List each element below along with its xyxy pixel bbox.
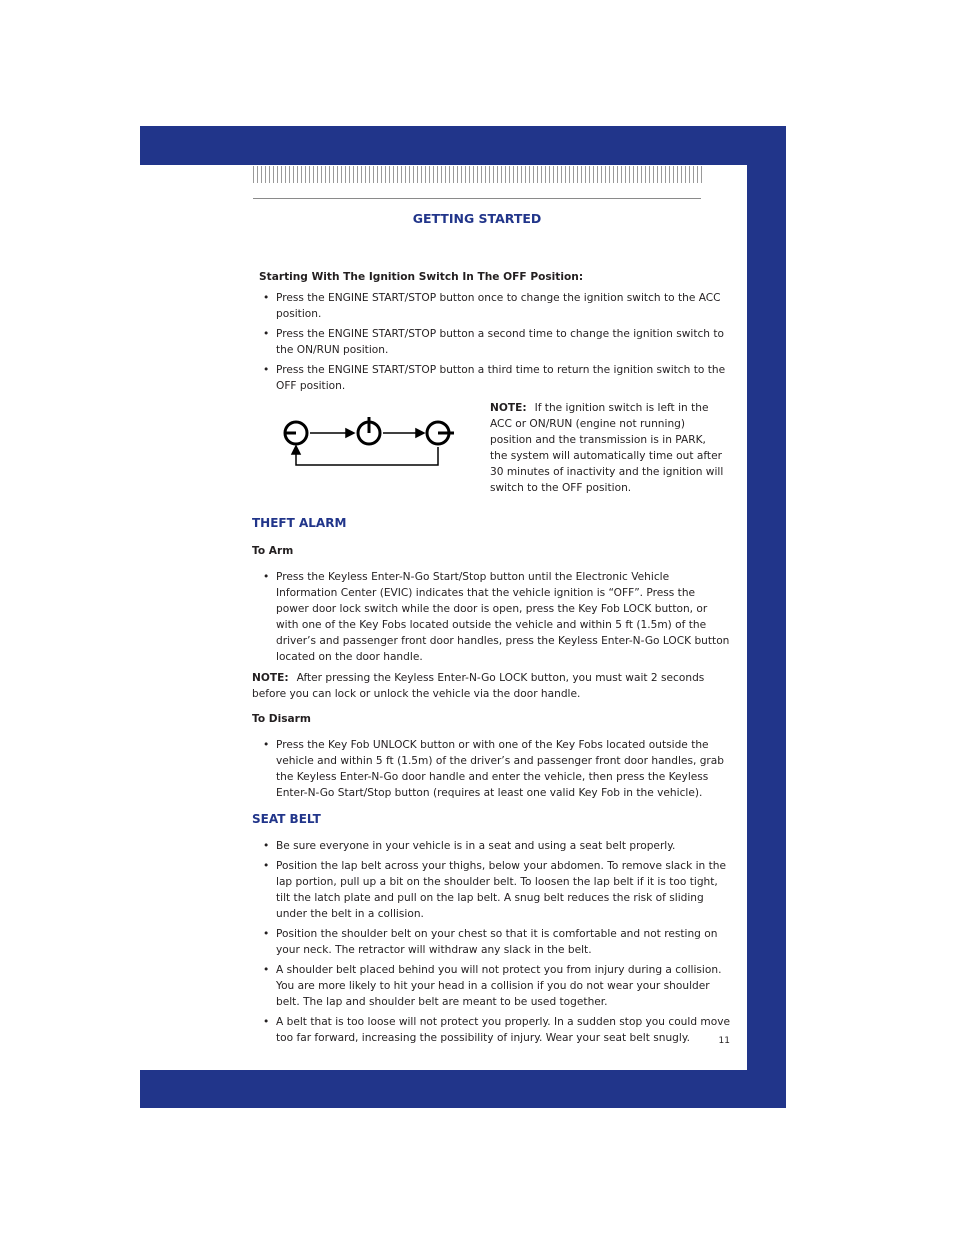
list-item: • Press the Keyless Enter-N-Go Start/Stop button until the Electronic Vehicle Information Center (EVIC) indicates that the vehicle ignition is “OFF”. Press the power door lock switch while the door is open, press the Key Fob LOCK button, or with one of the Key Fobs located outside the vehicle and within 5 ft (1.5m) of the driver’s and passenger front door handles, press the Keyless Enter-N-Go LOCK button located on the door handle. bbox=[252, 569, 730, 665]
header-tick-ruler bbox=[253, 166, 703, 183]
list-item: • Press the ENGINE START/STOP button a second time to change the ignition switch to the ON/RUN position. bbox=[252, 326, 730, 358]
list-item: • Be sure everyone in your vehicle is in a seat and using a seat belt properly. bbox=[252, 838, 730, 854]
note-label: NOTE: bbox=[252, 672, 289, 684]
list-item: • Position the lap belt across your thighs, below your abdomen. To remove slack in the lap portion, pull up a bit on the shoulder belt. To loosen the lap belt if it is too tight, tilt the latch plate and pull on the lap belt. A snug belt reduces the risk of sliding under the belt in a collision. bbox=[252, 858, 730, 922]
list-item: • Position the shoulder belt on your chest so that it is comfortable and not resting on your neck. The retractor will withdraw any slack in the belt. bbox=[252, 926, 730, 958]
arm-bullet-list bbox=[252, 569, 730, 665]
theft-alarm-note bbox=[252, 670, 730, 702]
ignition-diagram-row bbox=[252, 400, 730, 504]
to-arm-subheading: To Arm bbox=[252, 545, 294, 557]
header-divider bbox=[253, 198, 701, 199]
note-text: If the ignition switch is left in the ACC or ON/RUN (engine not running) position and the transmission is in PARK, the system will automatically time out after 30 minutes of inactivity and the ignition will switch to the OFF position. bbox=[490, 402, 724, 494]
ignition-bullet-list bbox=[252, 290, 730, 394]
note-label: NOTE: bbox=[490, 402, 527, 414]
to-disarm-subheading: To Disarm bbox=[252, 713, 311, 725]
list-item: • Press the ENGINE START/STOP button a third time to return the ignition switch to the OFF position. bbox=[252, 362, 730, 394]
page-content bbox=[252, 269, 730, 1050]
seat-belt-heading: SEAT BELT bbox=[252, 812, 321, 826]
list-item: • A shoulder belt placed behind you will not protect you from injury during a collision. You are more likely to hit your head in a collision if you do not wear your shoulder belt. The lap and shoulder belt are meant to be used together. bbox=[252, 962, 730, 1010]
disarm-bullet-list bbox=[252, 737, 730, 801]
ignition-subheading: Starting With The Ignition Switch In The OFF Position: bbox=[259, 271, 584, 283]
note-text: After pressing the Keyless Enter-N-Go LOCK button, you must wait 2 seconds before you can lock or unlock the vehicle via the door handle. bbox=[252, 672, 705, 700]
seat-belt-bullet-list bbox=[252, 838, 730, 1046]
ignition-note bbox=[490, 400, 726, 496]
page-number: 11 bbox=[718, 1036, 730, 1046]
section-title: GETTING STARTED bbox=[412, 211, 542, 226]
theft-alarm-heading: THEFT ALARM bbox=[252, 516, 347, 530]
list-item: • Press the ENGINE START/STOP button once to change the ignition switch to the ACC position. bbox=[252, 290, 730, 322]
list-item: • A belt that is too loose will not protect you properly. In a sudden stop you could move too far forward, increasing the possibility of injury. Wear your seat belt snugly. bbox=[252, 1014, 730, 1046]
list-item: • Press the Key Fob UNLOCK button or with one of the Key Fobs located outside the vehicle and within 5 ft (1.5m) of the driver’s and passenger front door handles, grab the Keyless Enter-N-Go door handle and enter the vehicle, then press the Keyless Enter-N-Go Start/Stop button (requires at least one valid Key Fob in the vehicle). bbox=[252, 737, 730, 801]
ignition-cycle-diagram bbox=[274, 406, 484, 476]
